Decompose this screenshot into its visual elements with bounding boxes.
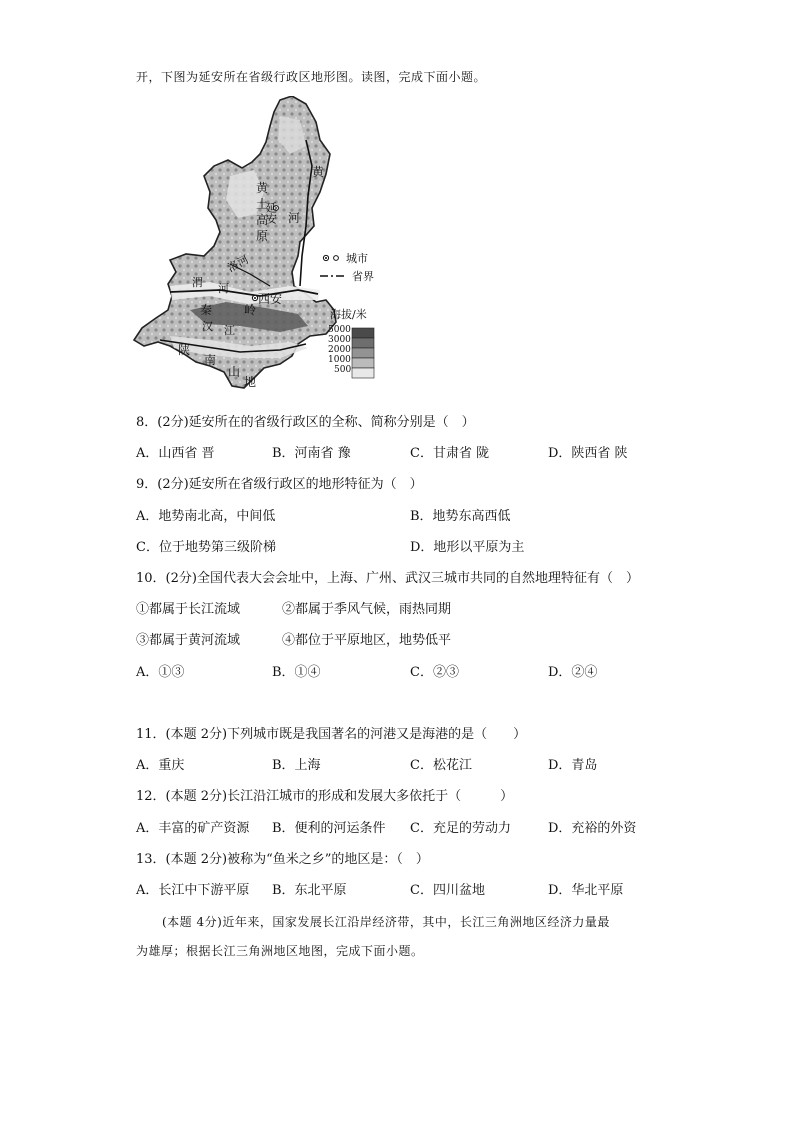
legend-elevation-title: 海拔/米	[330, 308, 367, 321]
legend-level-500: 500	[334, 365, 352, 375]
question-10-statement-4: ④都位于平原地区，地势低平	[282, 633, 452, 648]
legend-border-label: 省界	[352, 270, 374, 283]
label-shannan-2: 南	[204, 353, 217, 367]
question-11-option-b[interactable]: B．上海	[272, 758, 321, 773]
intro-bottom-line-2: 为雄厚；根据长江三角洲地区地图，完成下面小题。	[136, 944, 424, 958]
label-shannan-1: 陕	[178, 343, 191, 357]
label-huangtu-3: 高	[256, 213, 269, 227]
question-13-option-d[interactable]: D．华北平原	[548, 883, 624, 898]
label-hanjiang-2: 江	[224, 324, 235, 337]
legend-level-1000: 1000	[328, 355, 351, 365]
question-10-statement-1: ①都属于长江流域	[136, 602, 241, 617]
legend-city-label: 城市	[346, 252, 368, 265]
question-13-option-b[interactable]: B．东北平原	[272, 883, 347, 898]
question-9-option-a[interactable]: A．地势南北高，中间低	[136, 509, 276, 524]
label-qinling-1: 秦	[200, 303, 213, 317]
question-11-option-a[interactable]: A．重庆	[136, 758, 185, 773]
label-huangtu-4: 原	[256, 229, 269, 243]
label-yanan: 延安	[264, 202, 278, 224]
question-10-option-b[interactable]: B．①④	[272, 665, 321, 680]
question-10-statement-2: ②都属于季风气候，雨热同期	[282, 602, 452, 617]
question-9-option-b[interactable]: B．地势东高西低	[410, 509, 511, 524]
legend-level-5000: 5000	[328, 325, 351, 335]
question-12-option-a[interactable]: A．丰富的矿产资源	[136, 821, 250, 836]
question-11-option-c[interactable]: C．松花江	[410, 758, 472, 773]
question-9-option-d[interactable]: D．地形以平原为主	[410, 540, 525, 555]
label-huangtu-1: 黄	[256, 181, 269, 195]
question-8-option-a[interactable]: A．山西省 晋	[136, 446, 215, 461]
label-shannan-4: 地	[244, 375, 257, 389]
question-8-option-b[interactable]: B．河南省 豫	[272, 446, 351, 461]
question-12-stem: 12．(本题 2分)长江沿江城市的形成和发展大多依托于（ ）	[136, 789, 514, 804]
question-10-statement-3: ③都属于黄河流域	[136, 633, 241, 648]
label-xian: 西安	[258, 292, 283, 306]
question-11-option-d[interactable]: D．青岛	[548, 758, 598, 773]
question-12-option-c[interactable]: C．充足的劳动力	[410, 821, 511, 836]
question-13-stem: 13．(本题 2分)被称为“鱼米之乡”的地区是：（ ）	[136, 852, 429, 867]
label-hanjiang-1: 汉	[202, 320, 213, 333]
legend-level-2000: 2000	[328, 345, 351, 355]
question-9-option-c[interactable]: C．位于地势第三级阶梯	[136, 540, 276, 555]
elevation-scale	[352, 328, 374, 378]
label-luohe: 洛河	[225, 252, 251, 275]
label-shannan-3: 山	[228, 365, 241, 379]
question-10-stem: 10．(2分)全国代表大会会址中，上海、广州、武汉三城市共同的自然地理特征有（ ）	[136, 571, 639, 586]
question-8-option-d[interactable]: D．陕西省 陕	[548, 446, 628, 461]
label-qinling-2: 岭	[244, 303, 257, 317]
label-huangtu-2: 土	[256, 197, 269, 211]
intro-bottom-line-1: (本题 4分)近年来，国家发展长江沿岸经济带，其中，长江三角洲地区经济力量最	[162, 915, 610, 929]
question-13-option-c[interactable]: C．四川盆地	[410, 883, 485, 898]
intro-top-text: 开，下图为延安所在省级行政区地形图。读图，完成下面小题。	[136, 70, 487, 84]
question-9-stem: 9．(2分)延安所在省级行政区的地形特征为（ ）	[136, 477, 423, 492]
label-huanghe-2: 河	[288, 211, 301, 225]
question-12-option-b[interactable]: B．便利的河运条件	[272, 821, 386, 836]
question-10-option-a[interactable]: A．①③	[136, 665, 185, 680]
shaanxi-topographic-map	[130, 96, 390, 392]
question-13-option-a[interactable]: A．长江中下游平原	[136, 883, 250, 898]
question-10-option-c[interactable]: C．②③	[410, 665, 459, 680]
question-8-option-c[interactable]: C．甘肃省 陇	[410, 446, 490, 461]
question-10-option-d[interactable]: D．②④	[548, 665, 598, 680]
label-weihe-1: 渭	[192, 276, 203, 289]
label-huanghe-1: 黄	[312, 165, 325, 179]
question-11-stem: 11．(本题 2分)下列城市既是我国著名的河港又是海港的是（ ）	[136, 727, 527, 742]
question-8-stem: 8．(2分)延安所在的省级行政区的全称、简称分别是（ ）	[136, 415, 475, 430]
question-12-option-d[interactable]: D．充裕的外资	[548, 821, 637, 836]
legend-level-3000: 3000	[328, 335, 351, 345]
xian-city-marker	[252, 295, 257, 300]
label-weihe-2: 河	[218, 282, 229, 295]
